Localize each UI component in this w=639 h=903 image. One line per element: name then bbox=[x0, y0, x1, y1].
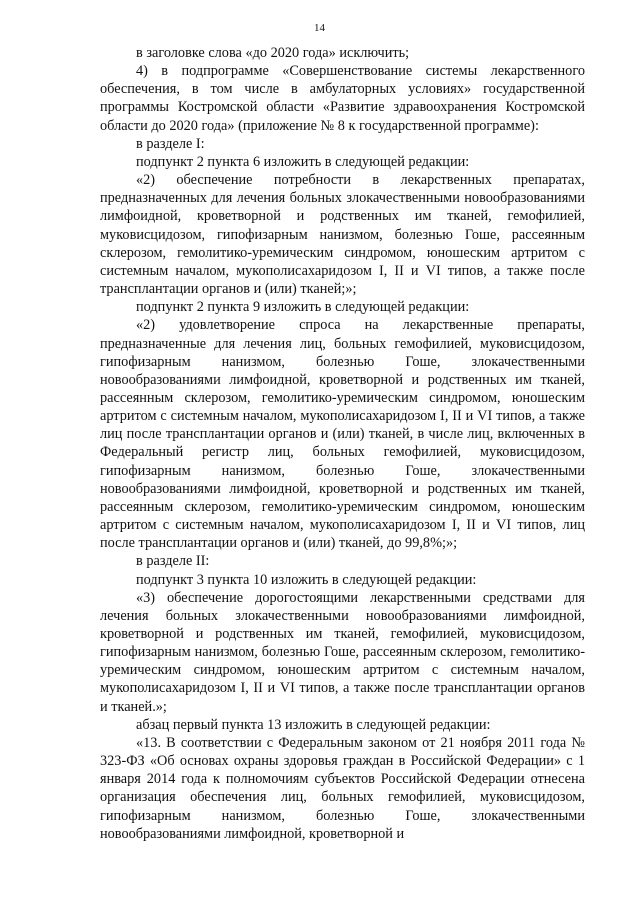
paragraph-3: в разделе I: bbox=[136, 135, 205, 152]
paragraph-2: 4) в подпрограмме «Совершенствование системы лекарственного обеспечения, в том числе в амбулаторных условиях» государственной программы Костромской области «Развитие здравоохранения Костромской области до 2020 года» (приложение № 8 к государственной программе): bbox=[100, 63, 585, 134]
paragraph-5: «2) обеспечение потребности в лекарственных препаратах, предназначенных для лечения больных злокачественными новообразованиями лимфоидной, кроветворной и родственных им тканей, гемофилией, муковисцидозом, гипофизарным нанизмом, болезнью Гоше, рассеянным склерозом, гемолитико-уремическим синдромом, юношеским артритом с системным началом, мукополисахаридозом I, II и VI типов, а также после трансплантации органов и (или) тканей;»; bbox=[100, 172, 585, 298]
paragraph-6: подпункт 2 пункта 9 изложить в следующей редакции: bbox=[136, 299, 470, 316]
paragraph-9: подпункт 3 пункта 10 изложить в следующей редакции: bbox=[136, 571, 477, 588]
paragraph-12: «13. В соответствии с Федеральным законом от 21 ноября 2011 года № 323-ФЗ «Об основах охраны здоровья граждан в Российской Федерации» с 1 января 2014 года к полномочиям субъектов Российской Федерации отнесена организация обеспечения лиц, больных гемофилией, муковисцидозом, гипофизарным нанизмом, болезнью Гоше, злокачественными новообразованиями лимфоидной, кроветворной и bbox=[100, 734, 585, 842]
paragraph-4: подпункт 2 пункта 6 изложить в следующей редакции: bbox=[136, 153, 470, 170]
page-number: 14 bbox=[314, 22, 325, 34]
document-body bbox=[100, 44, 585, 843]
paragraph-11: абзац первый пункта 13 изложить в следующей редакции: bbox=[136, 716, 491, 733]
paragraph-10: «3) обеспечение дорогостоящими лекарственными средствами для лечения больных злокачественными новообразованиями лимфоидной, кроветворной и родственных им тканей, гемофилией, муковисцидозом, гипофизарным нанизмом, болезнью Гоше, рассеянным склерозом, гемолитико-уремическим синдромом, юношеским артритом с системным началом, мукополисахаридозом I, II и VI типов, а также после трансплантации органов и тканей.»; bbox=[100, 589, 585, 715]
paragraph-1: в заголовке слова «до 2020 года» исключить; bbox=[136, 45, 410, 61]
paragraph-7: «2) удовлетворение спроса на лекарственные препараты, предназначенные для лечения лиц, больных гемофилией, муковисцидозом, гипофизарным нанизмом, болезнью Гоше, злокачественными новообразованиями лимфоидной, кроветворной и родственных им тканей, рассеянным склерозом, гемолитико-уремическим синдромом, юношеским артритом с системным началом, мукополисахаридозом I, II и VI типов, а также лиц после трансплантации органов и (или) тканей, в числе лиц, включенных в Федеральный регистр лиц, больных гемофилией, муковисцидозом, гипофизарным нанизмом, болезнью Гоше, злокачественными новообразованиями лимфоидной, кроветворной и родственных им тканей, рассеянным склерозом, гемолитико-уремическим синдромом, юношеским артритом с системным началом, мукополисахаридозом I, II и VI типов, лиц после трансплантации органов и (или) тканей, до 99,8%;»; bbox=[100, 317, 585, 552]
paragraph-8: в разделе II: bbox=[136, 553, 210, 570]
